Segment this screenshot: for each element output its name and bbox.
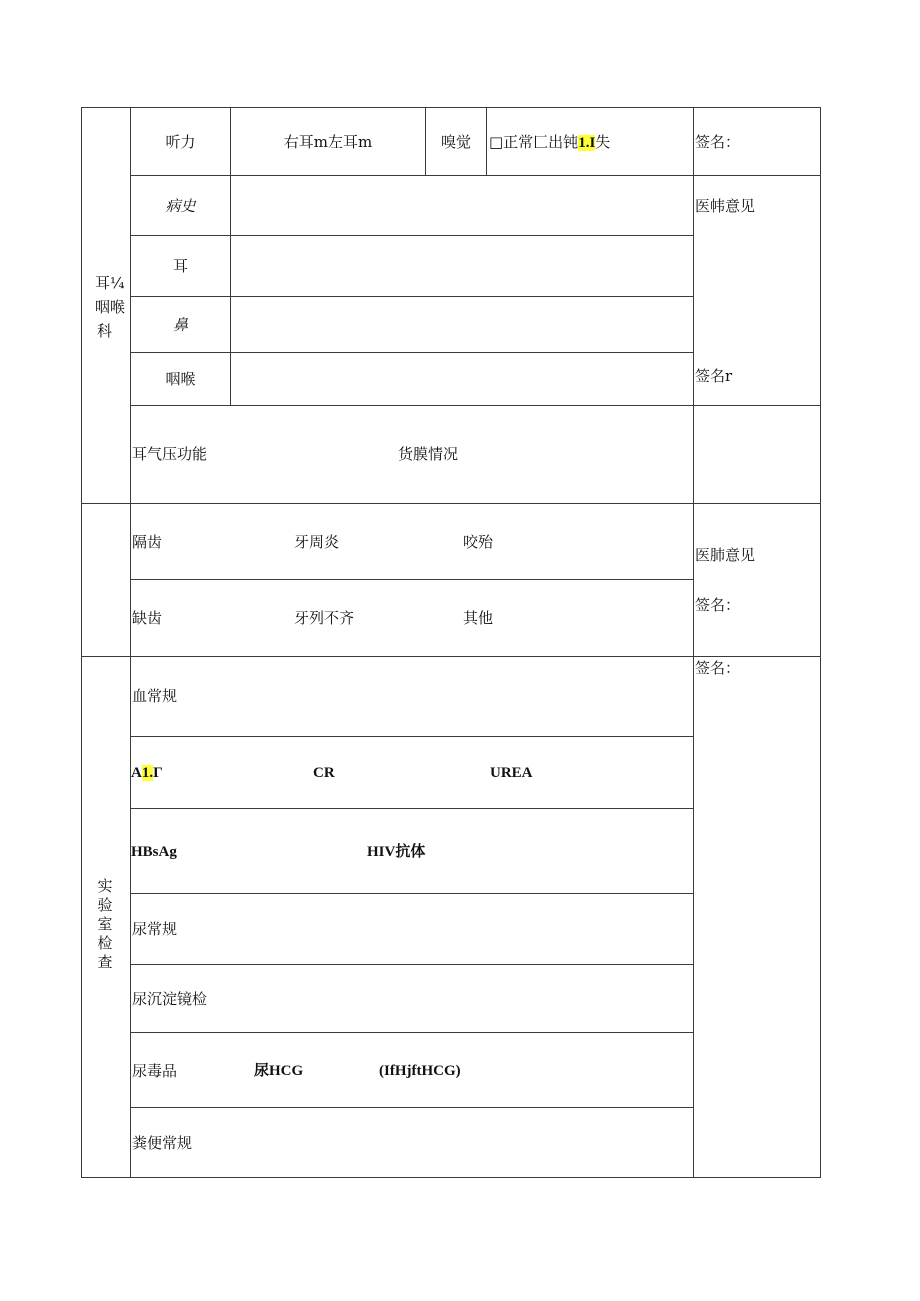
throat-label: 咽喉: [165, 370, 196, 388]
dental-other-label: 其他: [463, 609, 494, 627]
ent-doctor-opinion: 医帏意见: [695, 197, 756, 215]
divider-h: [130, 893, 694, 894]
bite-label: 咬殆: [463, 533, 494, 551]
membrane-label: 货膜情况: [398, 445, 459, 463]
smell-options-a: □正常匚出钝: [489, 133, 579, 151]
divider-h: [81, 656, 821, 657]
caries-label: 隔齿: [132, 533, 163, 551]
hearing-label: 听力: [165, 133, 196, 151]
table-border-bottom: [81, 1177, 821, 1178]
alt-suffix: Γ: [153, 765, 163, 781]
ear-label: 耳: [172, 257, 188, 275]
periodontitis-label: 牙周炎: [294, 533, 340, 551]
alt-label: [131, 764, 163, 782]
urine-drug-label: 尿毒品: [132, 1062, 178, 1080]
misaligned-label: 牙列不齐: [294, 609, 355, 627]
hiv-label: HIV抗体: [367, 844, 426, 860]
divider-h: [130, 352, 694, 353]
dental-doctor-opinion: 医肺意见: [695, 546, 756, 564]
urine-hcg-label: 尿HCG: [254, 1063, 304, 1079]
urine-routine-label: 尿常规: [132, 920, 178, 938]
ent-section-label-1: 耳¼: [95, 274, 125, 292]
lab-section-char: 实: [97, 877, 113, 895]
stool-routine-label: 粪便常规: [132, 1134, 193, 1152]
divider-v: [486, 107, 487, 176]
divider-h: [130, 405, 821, 406]
missing-teeth-label: 缺齿: [132, 609, 163, 627]
blood-routine-label: 血常规: [132, 687, 178, 705]
ear-pressure-label: 耳气压功能: [132, 445, 208, 463]
hcg-extra-label: (IfHjftHCG): [379, 1063, 461, 1079]
ent-section-label-3: 科: [97, 322, 113, 340]
smell-label: 嗅觉: [440, 133, 471, 151]
hbsag-label: HBsAg: [131, 844, 177, 860]
divider-h: [81, 503, 821, 504]
table-border-top: [81, 107, 821, 108]
lab-section-label: [95, 877, 115, 972]
lab-signature: 签名：: [695, 659, 741, 677]
divider-v: [230, 107, 231, 406]
history-label: 病史: [165, 197, 196, 215]
divider-h: [130, 235, 694, 236]
lab-section-char: 检: [97, 934, 113, 952]
divider-h: [130, 964, 694, 965]
divider-h: [130, 808, 694, 809]
cr-label: CR: [313, 765, 335, 781]
divider-h: [130, 175, 821, 176]
lab-section-char: 室: [97, 915, 113, 933]
smell-options-highlight: 1.I: [578, 135, 596, 151]
ent-signature-2: 签名r: [695, 367, 733, 385]
lab-section-char: 验: [97, 896, 113, 914]
lab-section-char: 查: [97, 953, 113, 971]
urine-sediment-label: 尿沉淀镜检: [132, 990, 208, 1008]
urea-label: UREA: [490, 765, 533, 781]
ent-section-label-2: 咽喉: [95, 298, 126, 316]
divider-h: [130, 296, 694, 297]
nose-label: 鼻: [172, 316, 188, 334]
ent-signature-1: 签名：: [695, 133, 741, 151]
smell-options-b: 失: [595, 133, 611, 151]
hearing-value-text: 右耳m左耳m: [283, 133, 373, 151]
dental-signature: 签名：: [695, 596, 741, 614]
divider-h: [130, 736, 694, 737]
divider-h: [130, 1107, 694, 1108]
alt-prefix: A: [131, 765, 142, 781]
table-border-right: [820, 107, 821, 1178]
alt-highlight: 1.: [141, 765, 154, 781]
hearing-value: [231, 133, 425, 151]
smell-options: [489, 133, 610, 152]
divider-v: [693, 107, 694, 1178]
divider-h: [130, 579, 694, 580]
table-border-left: [81, 107, 82, 1178]
divider-h: [130, 1032, 694, 1033]
